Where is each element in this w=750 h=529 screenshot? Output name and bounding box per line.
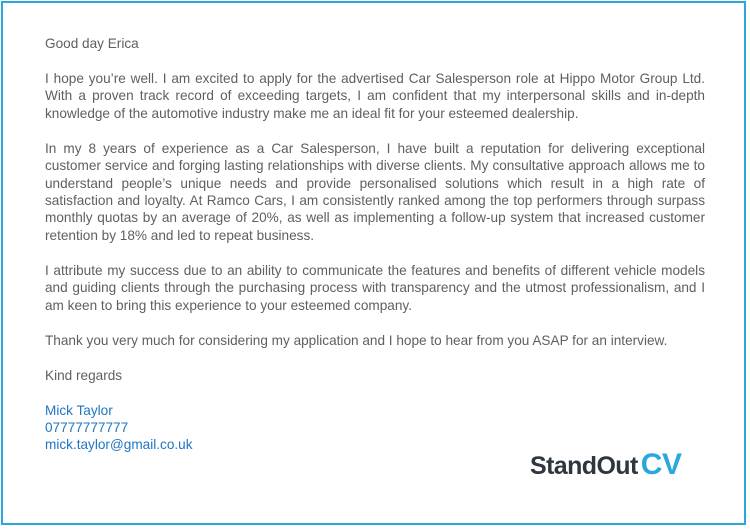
cover-letter <box>45 35 705 454</box>
logo-accent-text: CV <box>640 448 682 481</box>
paragraph-strengths: I attribute my success due to an ability to communicate the features and benefits of different vehicle models and guiding clients through the purchasing process with transparency and the utmost professionalism, and I am keen to bring this experience to your esteemed company. <box>45 262 705 313</box>
signature-phone: 07777777777 <box>45 420 129 436</box>
paragraph-experience: In my 8 years of experience as a Car Salesperson, I have built a reputation for delivering exceptional customer service and forging lasting relationships with diverse clients. My consultative approach allows me to understand people’s unique needs and provide personalised solutions which result in a high rate of satisfaction and loyalty. At Ramco Cars, I am consistently ranked among the top performers through surpass monthly quotas by an average of 20%, as well as implementing a follow-up system that increased customer retention by 18% and led to repeat business. <box>45 140 705 243</box>
signature-email: mick.taylor@gmail.co.uk <box>45 437 193 453</box>
standout-cv-logo <box>530 448 682 488</box>
greeting: Good day Erica <box>45 36 139 51</box>
signature-name: Mick Taylor <box>45 402 113 418</box>
signature-block <box>45 402 705 454</box>
closing: Kind regards <box>45 367 123 383</box>
paragraph-thanks: Thank you very much for considering my application and I hope to hear from you ASAP for an interview. <box>45 332 668 348</box>
paragraph-intro: I hope you’re well. I am excited to apply for the advertised Car Salesperson role at Hippo Motor Group Ltd. With a proven track record of exceeding targets, I am confident that my interpersonal skills and in-depth knowledge of the automotive industry make me an ideal fit for your esteemed dealership. <box>45 71 705 121</box>
logo-main-text: StandOut <box>530 452 638 480</box>
